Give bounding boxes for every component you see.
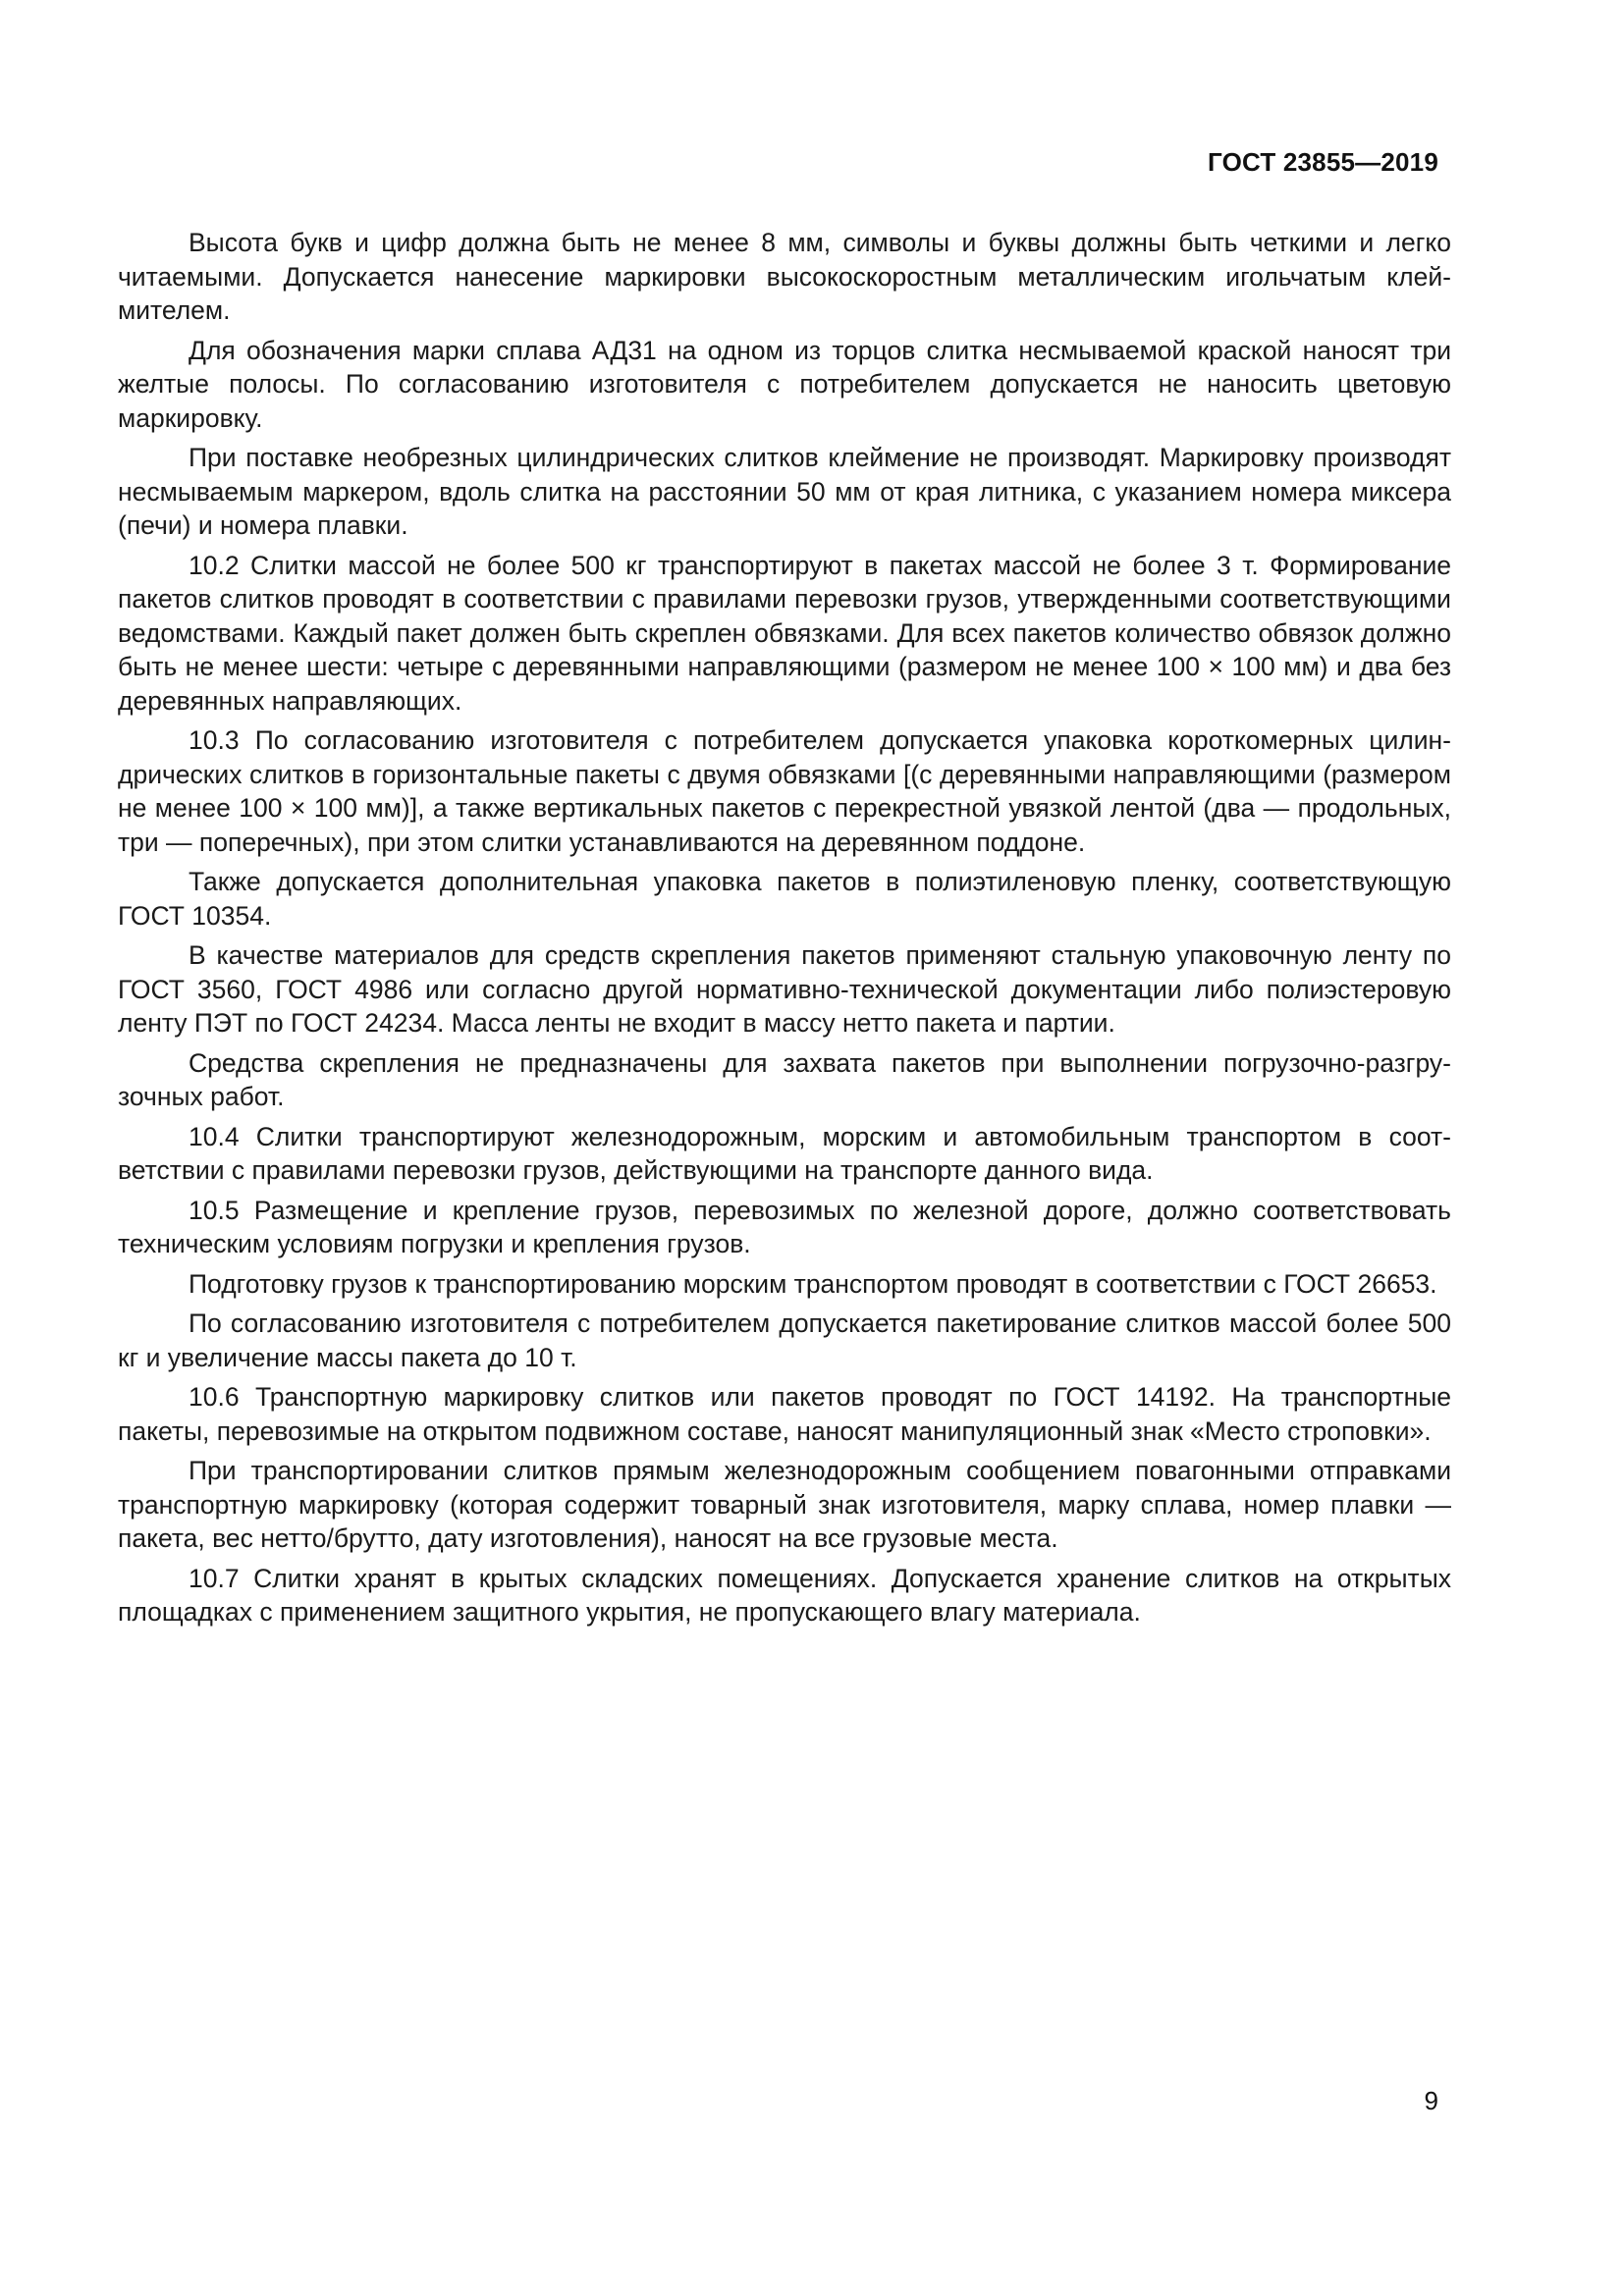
paragraph-sea-transport: Подготовку грузов к транспортированию морским транспортом проводят в соответствии с ГОСТ 26653. [189,1268,1437,1299]
paragraph-10-4: 10.4 Слитки транспортируют железнодорожным, морским и автомобильным транспортом в соответствии с правилами перевозки грузов, действующими на транспорте данного вида. [118,1121,1451,1185]
paragraph-10-3: 10.3 По согласованию изготовителя с потребителем допускается упаковка короткомерных цилиндрических слитков в горизонтальные пакеты с двумя обвязками [(с деревянными направляющими (размером не менее 100 × 100 мм)], а также вертикальных пакетов с перекрестной увязкой лентой (два — продольных, три — поперечных), при этом слитки устанавливаются на деревянном поддоне. [118,725,1451,857]
standard-designation: ГОСТ 23855—2019 [1208,147,1438,177]
paragraph-alloy-marking: Для обозначения марки сплава АД31 на одном из торцов слитка несмываемой краской наносят три желтые полосы. По согласованию изготовителя с потребителем допускается не наносить цветовую маркировку. [118,335,1451,433]
paragraph-10-7: 10.7 Слитки хранят в крытых складских помещениях. Допускается хранение слитков на открытых площадках с применением защитного укрытия, не пропускающего влагу материала. [118,1563,1451,1627]
paragraph-10-5: 10.5 Размещение и крепление грузов, перевозимых по железной дороге, должно соответствовать техническим условиям погрузки и крепления грузов. [118,1195,1451,1258]
paragraph-polyethylene-wrap: Также допускается дополнительная упаковка пакетов в полиэтиленовую пленку, соответствующую ГОСТ 10354. [118,867,1451,931]
paragraph-untrimmed-ingots: При поставке необрезных цилиндрических слитков клеймение не производят. Маркировку производят несмываемым маркером, вдоль слитка на расстоянии 50 мм от края литника, с указанием номера миксера (печи) и номера плавки. [118,443,1451,540]
paragraph-fastening-means: Средства скрепления не предназначены для захвата пакетов при выполнении погрузочно-разгрузочных работ. [118,1047,1451,1111]
paragraph-railway-marking: При транспортировании слитков прямым железнодорожным сообщением повагонными отправками транспортную маркировку (которая содержит товарный знак изготовителя, марку сплава, номер плавки — пакета, вес нетто/брутто, дату изготовления), наносят на все грузовые места. [118,1456,1451,1553]
paragraph-letter-height: Высота букв и цифр должна быть не менее 8 мм, символы и буквы должны быть четкими и легко читаемыми. Допускается нанесение маркировки высокоскоростным металлическим игольчатым клеймителем. [118,228,1451,325]
paragraph-strapping-materials: В качестве материалов для средств скрепления пакетов применяют стальную упаковочную ленту по ГОСТ 3560, ГОСТ 4986 или согласно другой нормативно-технической документации либо полиэстеровую ленту ПЭТ по ГОСТ 24234. Масса ленты не входит в массу нетто пакета и партии. [118,940,1451,1038]
paragraph-10-2: 10.2 Слитки массой не более 500 кг транспортируют в пакетах массой не более 3 т. Формирование пакетов слитков проводят в соответствии с правилами перевозки грузов, утвержденными соответствующими ведомствами. Каждый пакет должен быть скреплен обвязками. Для всех пакетов количество обвязок должно быть не менее шести: четыре с деревянными направляющими (размером не менее 100 × 100 мм) и два без деревянных направляющих. [118,550,1451,716]
page-number: 9 [1424,2086,1438,2115]
paragraph-10-6: 10.6 Транспортную маркировку слитков или пакетов проводят по ГОСТ 14192. На транспортные пакеты, перевозимые на открытом подвижном составе, наносят манипуляционный знак «Место строповки». [118,1382,1451,1446]
document-body [118,226,1451,1635]
paragraph-heavy-packaging: По согласованию изготовителя с потребителем допускается пакетирование слитков массой более 500 кг и увеличение массы пакета до 10 т. [118,1308,1451,1372]
